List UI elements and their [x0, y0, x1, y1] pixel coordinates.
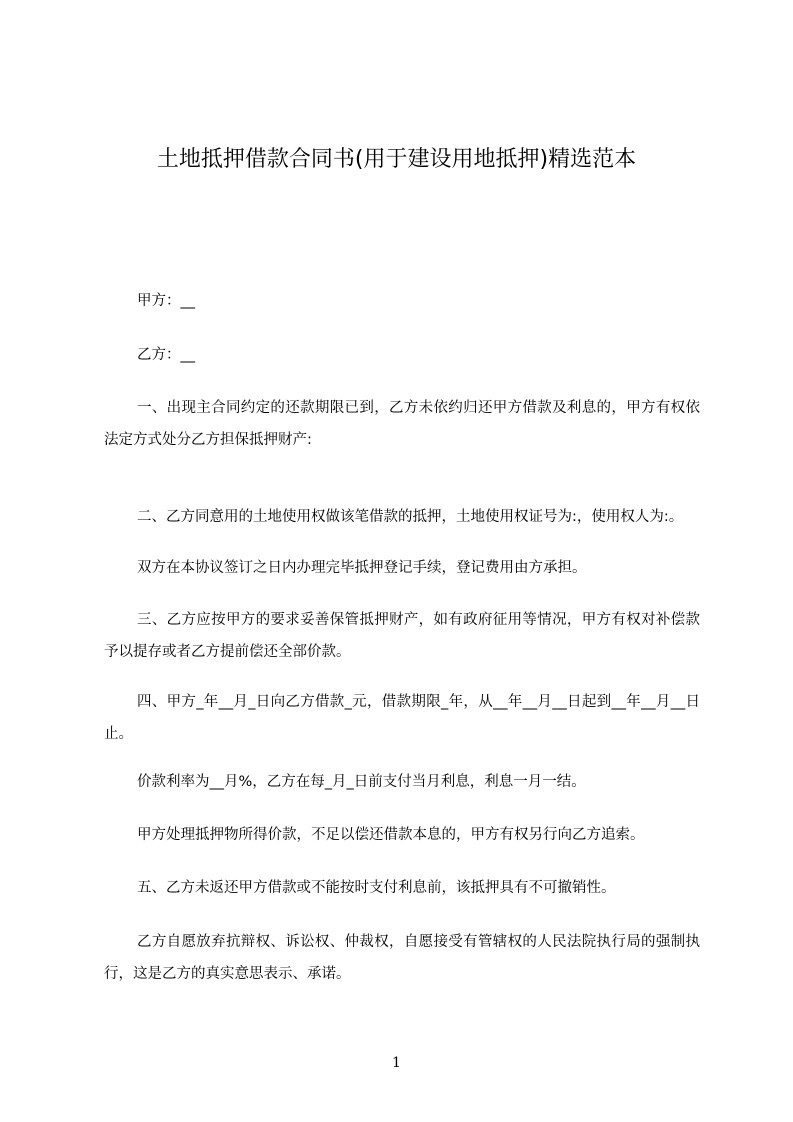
clause-five: 五、乙方未返还甲方借款或不能按时支付利息前，该抵押具有不可撤销性。 — [137, 880, 616, 896]
disposal-paragraph: 甲方处理抵押物所得价款，不足以偿还借款本息的，甲方有权另行向乙方追索。 — [137, 827, 645, 843]
clause-one: 一、出现主合同约定的还款期限已到，乙方未依约归还甲方借款及利息的，甲方有权依法定方式处分乙方担保抵押财产: — [104, 400, 700, 448]
clause-four: 四、甲方_年__月_日向乙方借款_元，借款期限_年，从__年__月__日起到__年__月__日止。 — [104, 694, 700, 742]
interest-paragraph: 价款利率为__月%，乙方在每_月_日前支付当月利息，利息一月一结。 — [137, 774, 586, 790]
waiver-paragraph: 乙方自愿放弃抗辩权、诉讼权、仲裁权，自愿接受有管辖权的人民法院执行局的强制执行，这是乙方的真实意思表示、承诺。 — [104, 934, 700, 982]
party-b-line: 乙方：__ — [137, 347, 195, 363]
page-number: 1 — [392, 1055, 401, 1071]
registration-paragraph: 双方在本协议签订之日内办理完毕抵押登记手续，登记费用由方承担。 — [137, 560, 587, 576]
clause-three: 三、乙方应按甲方的要求妥善保管抵押财产，如有政府征用等情况，甲方有权对补偿款予以提存或者乙方提前偿还全部价款。 — [104, 612, 700, 660]
clause-two: 二、乙方同意用的土地使用权做该笔借款的抵押，土地使用权证号为:，使用权人为:。 — [137, 509, 684, 525]
party-a-line: 甲方：__ — [137, 293, 195, 309]
document-title: 土地抵押借款合同书(用于建设用地抵押)精选范本 — [156, 147, 637, 172]
